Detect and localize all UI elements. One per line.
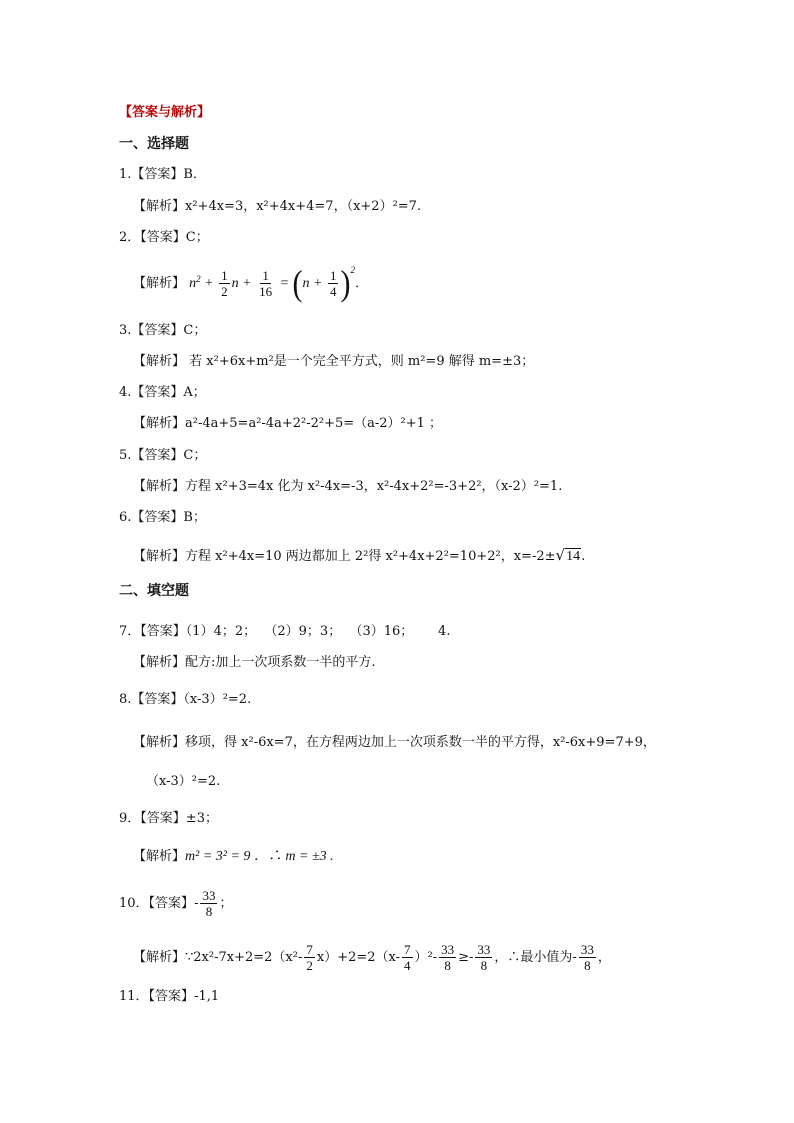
q7-explanation [133, 654, 376, 672]
answer-tag: 【答案】 [131, 167, 184, 182]
q1-explanation-text: x²+4x=3，x²+4x+4=7，（x+2）²=7. [185, 199, 422, 214]
q8-number: 8. [119, 692, 132, 707]
q3-explanation [133, 353, 534, 371]
q10-exp-part: x）+2=2（x- [316, 950, 401, 965]
section-title: 【答案与解析】 [119, 105, 211, 120]
frac-num: 7 [404, 942, 411, 957]
frac [579, 942, 596, 973]
q6-sqrt-value: 14 [566, 549, 581, 564]
frac-den: 16 [259, 284, 273, 300]
q9-answer [119, 810, 218, 828]
q3-answer-value: C； [183, 323, 207, 338]
q10-answer [119, 886, 232, 922]
frac [219, 268, 230, 299]
frac-num: 1 [262, 268, 269, 284]
frac-den: 2 [221, 284, 228, 300]
q7-answer-value: （1）4；2； （2）9；3； （3）16； 4. [185, 624, 451, 639]
q10-exp-part: ）²- [414, 950, 438, 965]
q1-answer [119, 166, 206, 184]
frac-den: 2 [306, 958, 313, 973]
var-n: n [189, 276, 197, 291]
answer-tag: 【答案】 [148, 989, 195, 1004]
q8-explanation-cont: （x-3）²=2. [146, 774, 221, 789]
frac-num: 1 [221, 268, 228, 284]
q10-answer-tail: ； [219, 896, 233, 911]
answer-tag: 【答案】 [131, 323, 184, 338]
explanation-tag: 【解析】 [133, 479, 186, 494]
q4-explanation [133, 415, 442, 433]
q10-explanation [133, 940, 611, 976]
q5-answer [119, 447, 206, 465]
q11-number: 11． [119, 989, 149, 1004]
q10-exp-part: ，∴最小值为- [494, 950, 577, 965]
q3-answer [119, 322, 206, 340]
answer-tag: 【答案】 [140, 230, 186, 245]
q4-explanation-text: a²-4a+5=a²-4a+2²-2²+5=（a-2）²+1 ； [185, 416, 443, 431]
q2-answer-value: C； [185, 230, 209, 245]
frac [304, 942, 315, 973]
q5-answer-value: C； [183, 448, 207, 463]
q4-number: 4. [119, 385, 132, 400]
answer-tag: 【答案】 [131, 510, 184, 525]
answer-tag: 【答案】 [131, 385, 184, 400]
answer-tag: 【答案】 [148, 896, 195, 911]
section-heading-choice: 一、选择题 [119, 136, 189, 152]
q4-answer-value: A； [183, 385, 206, 400]
q6-answer [119, 509, 206, 527]
answer-tag: 【答案】 [131, 692, 184, 707]
var-n: n [231, 276, 239, 291]
q10-number: 10． [119, 896, 149, 911]
q10-exp-part: ≥- [458, 950, 474, 965]
explanation-tag: 【解析】 [133, 416, 186, 431]
q1-answer-value: B． [183, 167, 206, 182]
frac-den: 8 [444, 958, 451, 973]
explanation-tag: 【解析】 [133, 276, 186, 291]
q7-number: 7． [119, 624, 141, 639]
frac [402, 942, 413, 973]
answer-tag: 【答案】 [131, 448, 184, 463]
frac-den: 4 [404, 958, 411, 973]
q8-explanation-text: 移项，得 x²-6x=7，在方程两边加上一次项系数一半的平方得，x²-6x+9=7+9， [185, 735, 656, 750]
frac-den: 4 [329, 284, 337, 300]
frac-den: 8 [480, 958, 488, 973]
explanation-tag: 【解析】 [133, 199, 186, 214]
q6-number: 6. [119, 510, 132, 525]
frac-num: 33 [202, 888, 216, 903]
frac-den: 8 [205, 904, 213, 919]
frac-num: 33 [477, 942, 491, 957]
frac [475, 942, 492, 973]
frac [257, 268, 274, 299]
q11-answer-value: -1,1 [194, 989, 220, 1004]
frac-den: 8 [584, 958, 591, 973]
q11-answer [119, 988, 219, 1006]
q6-tail: . [581, 549, 586, 564]
q8-answer-value: （x-3）²=2. [183, 692, 252, 707]
q2-answer [119, 229, 209, 247]
q4-answer [119, 384, 206, 402]
q5-number: 5. [119, 448, 132, 463]
explanation-tag: 【解析】 [133, 735, 186, 750]
q8-answer [119, 691, 251, 709]
q7-explanation-text: 配方:加上一次项系数一半的平方. [185, 655, 376, 670]
radical-sign: √ [555, 546, 566, 564]
q5-explanation-text: 方程 x²+3=4x 化为 x²-4x=-3，x²-4x+2²=-3+2²，（x-2）²=1. [185, 479, 563, 494]
frac [328, 268, 339, 299]
q8-explanation [133, 734, 656, 752]
explanation-tag: 【解析】 [133, 849, 186, 864]
answer-tag: 【答案】 [140, 624, 186, 639]
q2-number: 2． [119, 230, 141, 245]
frac [439, 942, 456, 973]
q6-explanation [133, 546, 585, 566]
q9-number: 9． [119, 811, 141, 826]
q2-formula: $n^2$ + $\frac{1}{2}$ n + $\frac{1}{16}$ = (n + $\frac{1}{4}$ )$^2$ [189, 263, 355, 303]
q10-answer-sign: - [194, 896, 199, 911]
q5-explanation [133, 478, 562, 496]
explanation-tag: 【解析】 [133, 354, 186, 369]
var-n: n [302, 276, 310, 291]
q3-number: 3. [119, 323, 132, 338]
section-heading-fill: 二、填空题 [119, 583, 189, 599]
q9-explanation [133, 848, 334, 866]
q10-exp-part: ∵2x²-7x+2=2（x²- [185, 950, 303, 965]
frac-num: 7 [306, 942, 313, 957]
q9-answer-value: ±3； [185, 811, 218, 826]
frac-num: 1 [329, 268, 337, 284]
q3-explanation-text: 若 x²+6x+m²是一个完全平方式，则 m²=9 解得 m=±3； [185, 354, 535, 369]
explanation-tag: 【解析】 [133, 549, 186, 564]
frac [200, 888, 217, 919]
explanation-tag: 【解析】 [133, 655, 186, 670]
q9-explanation-text: m² = 3² = 9 ．∴ m = ±3 . [185, 849, 334, 864]
frac-num: 33 [441, 942, 455, 957]
q10-exp-part: ， [597, 950, 611, 965]
q1-explanation [133, 198, 421, 216]
frac-num: 33 [580, 942, 594, 957]
q6-answer-value: B； [183, 510, 206, 525]
q2-explanation [133, 263, 368, 303]
q1-number: 1. [119, 167, 132, 182]
q6-explanation-text: 方程 x²+4x=10 两边都加上 2²得 x²+4x+2²=10+2²，x=-2± [185, 549, 556, 564]
explanation-tag: 【解析】 [133, 950, 186, 965]
answer-tag: 【答案】 [140, 811, 186, 826]
q2-tail: ． [354, 276, 368, 291]
q7-answer [119, 623, 450, 641]
